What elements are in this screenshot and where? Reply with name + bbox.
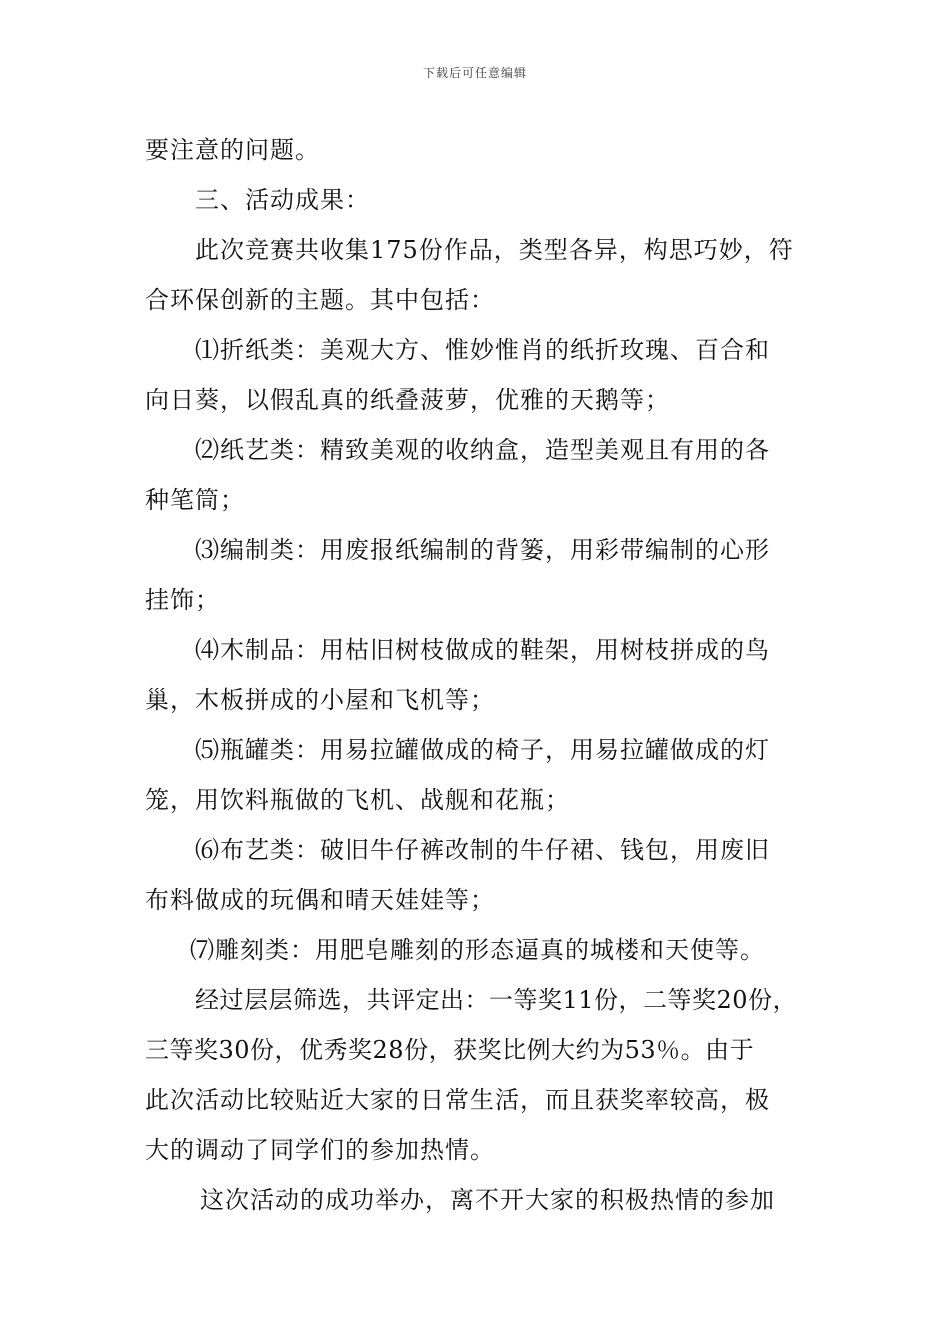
- text-line: 合环保创新的主题。其中包括：: [145, 286, 495, 314]
- list-item: ⑹布艺类：破旧牛仔裤改制的牛仔裙、钱包，用废旧: [195, 836, 770, 864]
- text-line: 此次活动比较贴近大家的日常生活，而且获奖率较高，极: [145, 1086, 770, 1114]
- text-line: 布料做成的玩偶和晴天娃娃等；: [145, 886, 495, 914]
- page-header: 下载后可任意编辑: [422, 66, 527, 80]
- text-line: 此次竞赛共收集175份作品，类型各异，构思巧妙，符: [195, 236, 794, 264]
- list-item: ⑸瓶罐类：用易拉罐做成的椅子，用易拉罐做成的灯: [195, 736, 770, 764]
- list-item: ⑺雕刻类：用肥皂雕刻的形态逼真的城楼和天使等。: [190, 936, 765, 964]
- list-item: ⑵纸艺类：精致美观的收纳盒，造型美观且有用的各: [195, 436, 770, 464]
- text-line: 笼，用饮料瓶做的飞机、战舰和花瓶；: [145, 786, 570, 814]
- text-line: 这次活动的成功举办，离不开大家的积极热情的参加: [200, 1186, 775, 1214]
- text-line: 三等奖30份，优秀奖28份，获奖比例大约为53％。由于: [145, 1036, 755, 1064]
- text-line: 种笔筒；: [145, 486, 245, 514]
- text-line: 挂饰；: [145, 586, 220, 614]
- list-item: ⑷木制品：用枯旧树枝做成的鞋架，用树枝拼成的鸟: [195, 636, 770, 664]
- text-line: 向日葵，以假乱真的纸叠菠萝，优雅的天鹅等；: [145, 386, 670, 414]
- list-item: ⑴折纸类：美观大方、惟妙惟肖的纸折玫瑰、百合和: [195, 336, 770, 364]
- text-line: 大的调动了同学们的参加热情。: [145, 1136, 495, 1164]
- text-line: 经过层层筛选，共评定出：一等奖11份，二等奖20份，: [195, 986, 798, 1014]
- text-line: 巢，木板拼成的小屋和飞机等；: [145, 686, 495, 714]
- text-line: 要注意的问题。: [145, 136, 320, 164]
- section-heading: 三、活动成果：: [195, 186, 370, 214]
- list-item: ⑶编制类：用废报纸编制的背篓，用彩带编制的心形: [195, 536, 770, 564]
